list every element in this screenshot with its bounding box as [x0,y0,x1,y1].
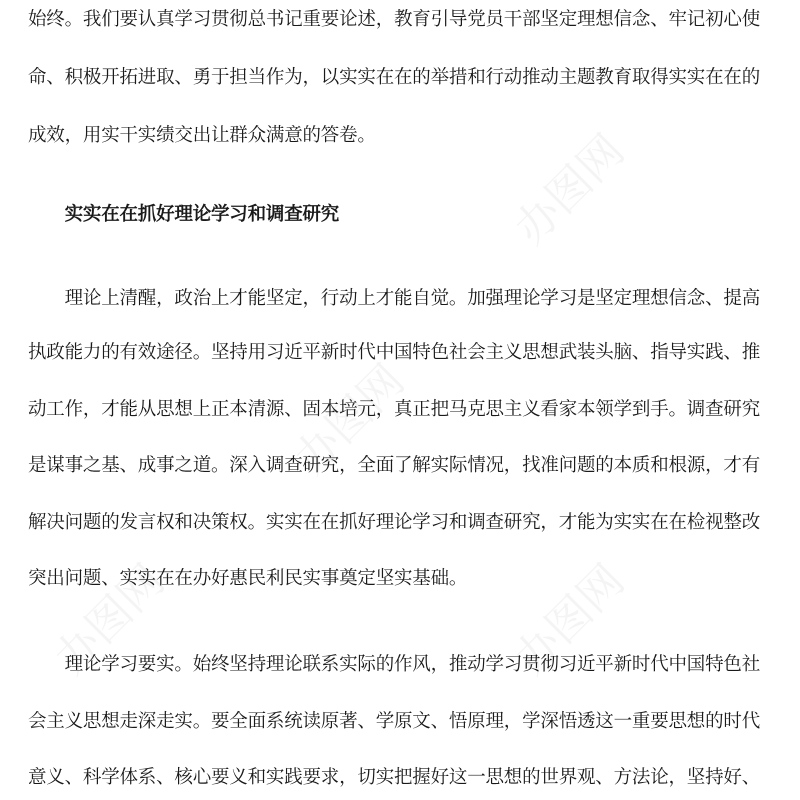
text-line: 理论学习要实。始终坚持理论联系实际的作风，推动学习贯彻习近平新时代中国特色社 [28,654,761,675]
text-line: 命、积极开拓进取、勇于担当作为，以实实在在的举措和行动推动主题教育取得实实在在的 [28,67,761,88]
text-line: 执政能力的有效途径。坚持用习近平新时代中国特色社会主义思想武装头脑、指导实践、推 [28,342,761,363]
text-line: 是谋事之基、成事之道。深入调查研究，全面了解实际情况，找准问题的本质和根源，才有 [28,455,761,476]
watermark: 办图网 [504,554,635,685]
watermark: 办图网 [44,554,175,685]
text-line: 会主义思想走深走实。要全面系统读原著、学原文、悟原理，学深悟透这一重要思想的时代 [28,711,761,732]
watermark: 办图网 [504,124,635,255]
section-heading: 实实在在抓好理论学习和调查研究 [28,204,340,225]
text-line: 动工作，才能从思想上正本清源、固本培元，真正把马克思主义看家本领学到手。调查研究 [28,399,761,420]
watermark: 办图网 [284,354,415,485]
text-line: 成效，用实干实绩交出让群众满意的答卷。 [28,125,376,146]
text-line: 解决问题的发言权和决策权。实实在在抓好理论学习和调查研究，才能为实实在在检视整改 [28,512,761,533]
text-line: 始终。我们要认真学习贯彻总书记重要论述，教育引导党员干部坚定理想信念、牢记初心使 [28,9,761,30]
text-line: 意义、科学体系、核心要义和实践要求，切实把握好这一思想的世界观、方法论，坚持好、 [28,767,761,788]
text-line: 突出问题、实实在在办好惠民利民实事奠定坚实基础。 [28,568,468,589]
text-line: 理论上清醒，政治上才能坚定，行动上才能自觉。加强理论学习是坚定理想信念、提高 [28,288,761,309]
